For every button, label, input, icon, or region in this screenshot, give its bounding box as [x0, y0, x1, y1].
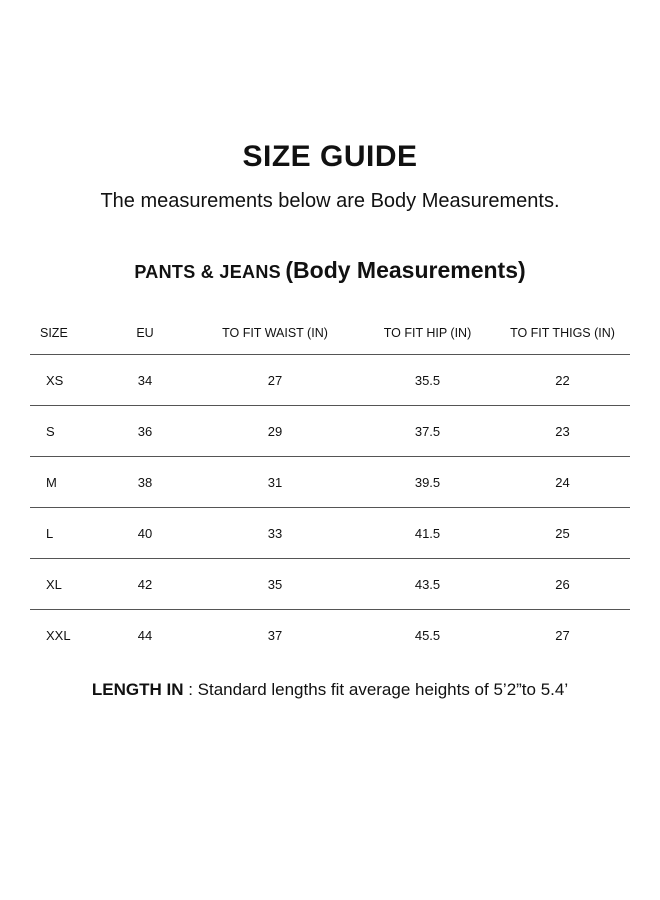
table-row	[30, 457, 630, 508]
table-cell: 42	[100, 559, 190, 610]
table-row	[30, 610, 630, 661]
length-note	[0, 680, 660, 700]
table-cell: XXL	[46, 627, 71, 643]
table-row	[30, 406, 630, 457]
table-cell: 35	[190, 559, 360, 610]
table-cell: XL	[30, 559, 100, 610]
table-cell: 41.5	[360, 508, 495, 559]
column-header: TO FIT THIGS (IN)	[495, 312, 630, 355]
section-title-main: PANTS & JEANS	[134, 262, 281, 282]
table-cell: XS	[30, 355, 100, 406]
table-cell: 34	[100, 355, 190, 406]
column-header: TO FIT WAIST (IN)	[190, 312, 360, 355]
table-cell: 44	[137, 627, 153, 643]
length-note-label: LENGTH IN	[91, 680, 184, 699]
table-cell: 27	[190, 355, 360, 406]
page-title: SIZE GUIDE	[242, 140, 418, 173]
table-cell: 38	[100, 457, 190, 508]
table-cell: 24	[495, 457, 630, 508]
section-title	[0, 257, 660, 284]
table-cell: 26	[495, 559, 630, 610]
table-cell: 22	[495, 355, 630, 406]
table-cell: S	[30, 406, 100, 457]
table-cell: 36	[100, 406, 190, 457]
table-cell: 29	[190, 406, 360, 457]
table-header-row	[30, 312, 630, 355]
table-cell: 31	[190, 457, 360, 508]
column-header: TO FIT HIP (IN)	[360, 312, 495, 355]
table-cell: L	[30, 508, 100, 559]
table-cell: 40	[100, 508, 190, 559]
table-cell: 39.5	[360, 457, 495, 508]
table-cell: 33	[190, 508, 360, 559]
table-cell: M	[30, 457, 100, 508]
table-cell: 25	[495, 508, 630, 559]
table-cell: 35.5	[360, 355, 495, 406]
column-header: EU	[100, 312, 190, 355]
section-title-sub: (Body Measurements)	[285, 257, 526, 283]
table-cell: 43.5	[360, 559, 495, 610]
table-cell: 23	[495, 406, 630, 457]
table-row	[30, 355, 630, 406]
table-cell: 37	[267, 627, 283, 643]
length-note-text: : Standard lengths fit average heights of 5’2”to 5.4’	[183, 680, 569, 699]
table-cell: 27	[555, 627, 570, 643]
page-subtitle: The measurements below are Body Measurements.	[100, 190, 560, 212]
table-row	[30, 508, 630, 559]
size-table	[30, 312, 630, 660]
column-header: SIZE	[30, 312, 100, 355]
table-cell: 45.5	[414, 627, 441, 643]
table-row	[30, 559, 630, 610]
table-cell: 37.5	[360, 406, 495, 457]
